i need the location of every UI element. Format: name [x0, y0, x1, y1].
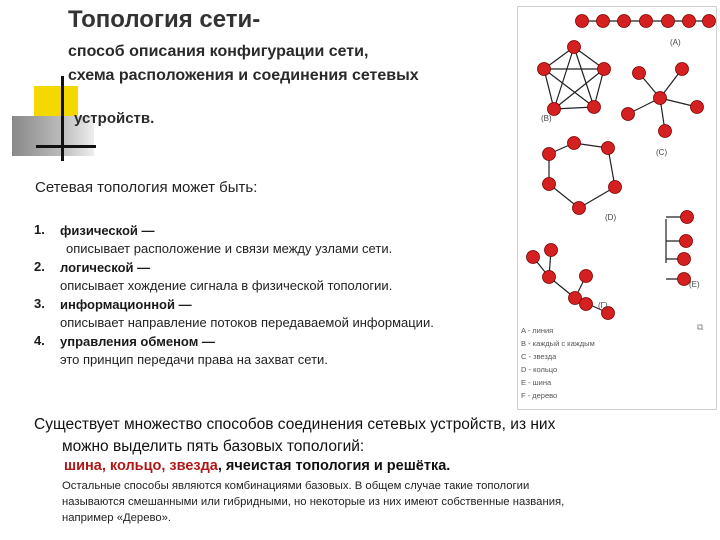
network-node — [659, 125, 672, 138]
list-item — [34, 259, 524, 295]
network-node — [618, 15, 631, 28]
network-node — [654, 92, 667, 105]
network-node — [545, 244, 558, 257]
network-node — [597, 15, 610, 28]
item-description: описывает направление потоков передаваемой информации. — [60, 315, 434, 330]
network-node — [580, 298, 593, 311]
diagram-label: (B) — [541, 114, 552, 123]
item-term: информационной — — [60, 297, 192, 312]
diagram-label: (C) — [656, 148, 668, 157]
note-line-3: например «Дерево». — [62, 512, 172, 524]
network-node — [683, 15, 696, 28]
page-title: Топология сети- — [68, 6, 261, 33]
network-node — [640, 15, 653, 28]
connection-line — [574, 47, 594, 107]
item-term: логической — — [60, 260, 151, 275]
subtitle-line-1: способ описания конфигурации сети, — [68, 43, 369, 60]
legend-item: D - кольцо — [521, 365, 558, 374]
basic-topologies — [64, 458, 450, 474]
item-number: 1. — [34, 222, 45, 237]
summary-line-2: можно выделить пять базовых топологий: — [62, 438, 365, 455]
highlighted-topologies: шина, кольцо, звезда — [64, 458, 218, 474]
decor-horizontal-line — [36, 145, 96, 148]
network-node — [580, 270, 593, 283]
page-subtitle — [68, 40, 419, 88]
legend-item: E - шина — [521, 378, 552, 387]
subtitle-line-3: устройств. — [74, 110, 155, 127]
legend-item: C - звезда — [521, 352, 557, 361]
diagram-label: (D) — [605, 213, 617, 222]
list-item — [34, 333, 524, 369]
item-number: 3. — [34, 296, 45, 311]
item-number: 2. — [34, 259, 45, 274]
network-node — [676, 63, 689, 76]
subtitle-line-2: схема расположения и соединения сетевых — [68, 67, 419, 84]
summary-line-1: Существует множество способов соединения сетевых устройств, из них — [34, 416, 556, 433]
item-description: это принцип передачи права на захват сети. — [60, 352, 328, 367]
network-node — [573, 202, 586, 215]
network-node — [678, 253, 691, 266]
network-node — [602, 142, 615, 155]
network-node — [576, 15, 589, 28]
summary-paragraph — [34, 414, 555, 458]
note-line-1: Остальные способы являются комбинациями базовых. В общем случае такие топологии — [62, 480, 530, 492]
network-node — [622, 108, 635, 121]
connection-line — [554, 47, 574, 109]
network-node — [703, 15, 716, 28]
note-paragraph — [62, 478, 564, 526]
diagram-label: (Г) — [598, 301, 608, 310]
network-node — [538, 63, 551, 76]
item-description: описывает расположение и связи между узлами сети. — [66, 241, 393, 256]
diagram-label: (A) — [670, 38, 681, 47]
intro-text: Сетевая топология может быть: — [35, 179, 258, 196]
network-node — [527, 251, 540, 264]
network-node — [543, 148, 556, 161]
diagram-label: (E) — [689, 280, 700, 289]
other-topologies: , ячеистая топология и решётка. — [217, 458, 451, 474]
list-item — [34, 222, 524, 258]
network-node — [568, 41, 581, 54]
network-node — [681, 211, 694, 224]
network-node — [609, 181, 622, 194]
note-line-2: называются смешанными или гибридными, но некоторые из них имеют собственные названия, — [62, 496, 565, 508]
item-description: описывает хождение сигнала в физической топологии. — [60, 278, 393, 293]
network-node — [691, 101, 704, 114]
expand-icon[interactable]: ⧉ — [697, 322, 704, 332]
network-node — [568, 137, 581, 150]
list-item — [34, 296, 524, 332]
legend-item: B - каждый с каждым — [521, 339, 595, 348]
legend-item: A - линия — [521, 326, 554, 335]
network-node — [543, 178, 556, 191]
legend-item: F - дерево — [521, 391, 558, 400]
topology-types-list — [34, 222, 524, 370]
network-node — [662, 15, 675, 28]
diagram-legend — [521, 324, 595, 402]
network-node — [588, 101, 601, 114]
network-node — [680, 235, 693, 248]
item-number: 4. — [34, 333, 45, 348]
network-node — [543, 271, 556, 284]
item-term: физической — — [60, 223, 155, 238]
network-node — [633, 67, 646, 80]
item-term: управления обменом — — [60, 334, 215, 349]
decor-vertical-line — [61, 76, 64, 161]
network-node — [598, 63, 611, 76]
